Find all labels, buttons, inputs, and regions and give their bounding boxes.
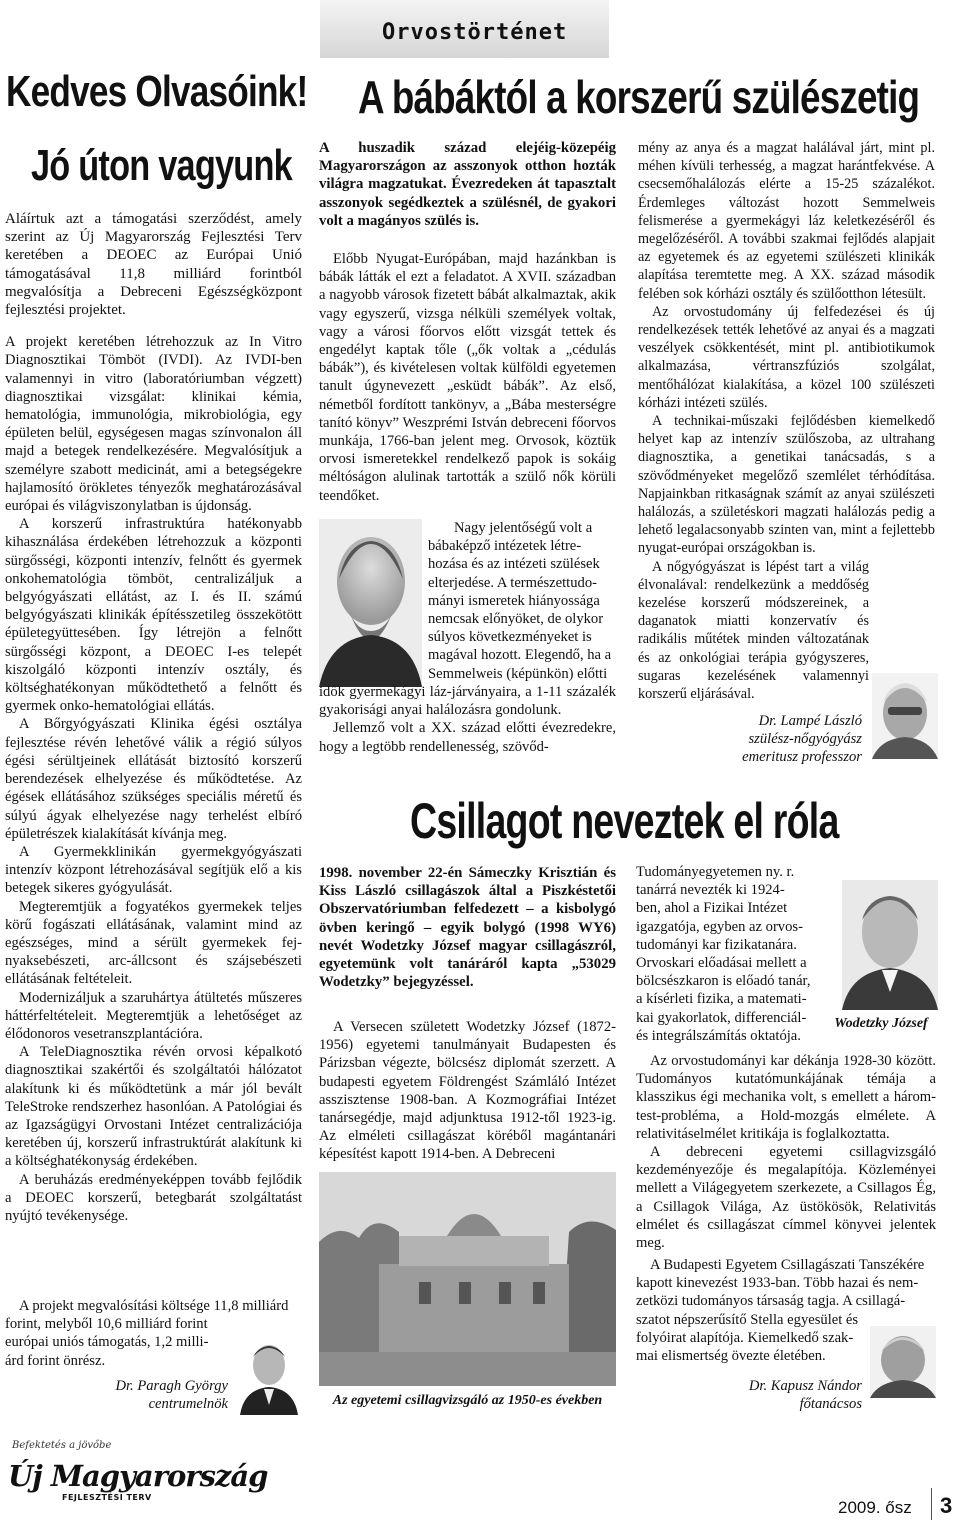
left-last-line: árd forint önrész. [5,1352,106,1369]
article1-paragraph: Előbb Nyugat-Európában, majd hazánkban is bábák látták el ezt a feladatot. A XVII. században a nagyobb városok fizetett bábát alkalmaztak, akik vagy egyszerű, vizsga nélküli személyek voltak, vagy a városi főorvos előtt vizsgát tettek és engedélyt kaptak tőle („ők voltak a „cédulás bábák”), és kivételesen voltak külföldi egyetemen tanult úgynevezett „esküdt bábák”. Az első, németből fordított tankönyv, a „Bába mesterségre tanító könyv” Weszprémi István debreceni főorvos munkája, 1766-ban jelent meg. Orvosok, köztük orvosi ismeretekkel rendelkező papok is sokáig méltóságon alulinak tartották a szülő nők körüli teendőket. [319,251,616,504]
article2-wrap [636,863,836,1045]
article1-wrap [428,519,616,683]
logo-subtitle: FEJLESZTÉSI TERV [62,1493,152,1502]
wrap-line: Nagy jelentőségű volt a [454,520,593,536]
left-last-line: forint, melyből 10,6 milliárd forint [5,1316,208,1333]
article1-paragraph: mény az anya és a magzat halálával járt, mint pl. méhen kívüli terhesség, a magzat harántfekvése. A csecsemőhalálozás elérte a 15-25 százalékot. Érdemleges változást hozott Semmelweis felismerése a gyermekágyi láz keletkezéséről és megelőzéséről. A további szakmai fejlődés alapjait az egyetemek és az egyetemi szülészeti klinikák alapítása teremtette meg. A XX. század második felében sok kórházi osztály és szülőotthon létesült. [638,140,935,302]
greeting-heading: Kedves Olvasóink! [6,67,308,116]
wrap-line: igazgatója, egyben az orvos- [636,918,803,935]
observatory-image [319,1172,616,1386]
footer-issue: 2009. ősz [838,1498,912,1517]
left-paragraph: Megteremtjük a fogyatékos gyermekek teljes körű fogászati ellátásának, valamint mind az egészséges, mind a sérült gyermekek fej-nyaksebészeti, arc-állcsont és szájsebészeti ellátásának feltételeit. [5,898,302,988]
left-last-line: A projekt megvalósítási költsége 11,8 milliárd [19,1298,289,1314]
semmelweis-portrait [319,519,422,687]
article2-paragraph: A debreceni egyetemi csillagvizsgáló kezdeményezője és megalapítója. Közleményei mellett a Világegyetem szerkezete, a Csillagos Ég, a Csillagok Világa, Az üstökösök, Relativitás elmélet és csillagászat címmel könyvei jelentek meg. [636,1144,936,1252]
article1-signature [700,712,862,766]
article2-col2 [636,1052,936,1252]
article1-paragraph: Jellemző volt a XX. század előtti évezredekre, hogy a legtöbb rendellenesség, szövőd- [319,720,616,755]
wrap-line: tudományi kar fizikatanára. [636,936,797,953]
left-subheading: Jó úton vagyunk [31,141,292,190]
last-line: zetközi tudományos társaság tagja. A csillagá- [636,1293,906,1310]
section-label-box [320,0,609,58]
left-last-line: európai uniós támogatás, 1,2 milli- [5,1334,209,1351]
wrap-line: a kísérleti fizika, a matemati- [636,991,807,1008]
wrap-line: súlyos következményeket is [428,629,592,646]
wrap-line: kai gyakorlatok, differenciál- [636,1009,807,1026]
signature-title: főtanácsos [799,1396,862,1412]
article2-signature [700,1377,862,1413]
left-paragraph: A korszerű infrastruktúra hatékonyabb kihasználása érdekében létrehozzuk a központi sürgősségi, központi intenzív, felnőtt és gyermek onkohematológia tömböt, centralizáljuk a belgyógyászati ellátást, az I. és II. számú belgyógyászati klinikák építésszetileg összekötött épületegyüttesében. Így létrejön a felnőtt sürgősségi központ, a DEOEC I-es telepét kiszolgáló központi intenzív osztály, és költséghatékonyan működtethető a felnőtt és gyermek onko-hematológiai ellátás. [5,516,302,715]
article1-heading: A bábáktól a korszerű szülészetig [358,71,920,123]
portrait-image [872,673,938,759]
left-signature [60,1377,228,1413]
left-paragraph: A Bőrgyógyászati Klinika égési osztálya fejlesztése révén lehetővé válik a régió súlyos égési sérültjeinek ellátását biztosító korszerű berendezések elhelyezése és működtetése. Az égések ellátásához szükséges speciális méretű és súlyú ágyak elhelyezése nagy terhelést elbíró épületrészek kialakítását kívánja meg. [5,716,302,842]
signature-name: Dr. Paragh György [115,1378,228,1394]
article2-paragraph: Az orvostudományi kar dékánja 1928-30 között. Tudományos kutatómunkájának témája a klasszikus égi mechanika volt, s emellett a három-test-probléma, a Hold-mozgás elmélete. A relativitáselmélet kritikája is foglalkoztatta. [636,1053,936,1142]
article1-paragraph: A nőgyógyászat is lépést tart a világ élvonalával: rendelkezünk a meddőség kezelése korszerű módszereinek, a daganatok miatti konzervatív és radikális műtétek minden változatának és az onkológiai terápia gyógyszeres, sugaras kezelésének valamennyi korszerű eljárásával. [638,558,869,703]
wrap-line: és integrálszámítás oktatója. [636,1027,801,1044]
article1-col1-after [319,683,616,756]
left-lead: Aláírtuk azt a támogatási szerződést, amely szerint az Új Magyarország Fejlesztési Terv keretében a DEOEC az Európai Unió támogatásával 11,8 milliárd forintból megvalósítja a Debreceni Egészségközpont fejlesztési projektet. [5,211,302,319]
left-paragraph: A Gyermekklinikán gyermekgyógyászati intenzív központ létrehozásával segítjük elő a kis betegek sikeres gyógyulását. [5,843,302,897]
portrait-image [842,880,938,1010]
left-paragraph: A projekt keretében létrehozzuk az In Vitro Diagnosztikai Tömböt (IVDI). Az IVDI-ben valamennyi in vitro (laboratóriumban végzett) diagnosztikai vizsgálat: klinikai kémia, hematológia, immunológia, mikrobiológia, egy épületen belül, egységesen magas színvonalon áll majd a betegek rendelkezésére. Megvalósítjuk a személyre szabott medicinát, ami a betegségekre hajlamosító örökletes tényezők meghatározásával európai és világviszonylatban is újdonság. [5,334,302,515]
left-paragraph: A TeleDiagnosztika révén orvosi képalkotó diagnosztikai szakértői és szolgáltatói hálózatot alakítunk ki és működtetünk a már jól bevált TeleStroke rendszerhez hasonlóan. A Patológiai és az Igazságügyi Orvostani Intézet centralizációja keretében új, korszerű infrastruktúrát alakítunk ki a költséghatékonyság érdekében. [5,1044,302,1170]
portrait-image [319,519,422,687]
left-body [5,333,302,1225]
paragh-portrait [236,1335,302,1415]
article2-heading: Csillagot neveztek el róla [410,793,839,849]
wodetzky-caption: Wodetzky József [834,1016,928,1031]
portrait-image [870,1326,936,1398]
wrap-line: Orvoskari előadásai mellett a [636,955,807,972]
wodetzky-portrait [842,880,938,1010]
article2-lead: 1998. november 22-én Sámeczky Krisztián és Kiss László csillagászok által a Piszkéstetői Obszervatóriumban felfedezett – a kisbolygó övben keringő – egyik bolygó (1998 WY6) nevét Wodetzky József magyar csillagászról, egyetemünk volt tanáráról kapta „53029 Wodetzky” bejegyzéssel. [319,865,616,991]
left-paragraph: Modernizáljuk a szaruhártya átültetés műszeres háttérfeltételeit. Megteremtjük a lehetőséget az élődonoros vesetranszplantációra. [5,989,302,1042]
last-line: A Budapesti Egyetem Csillagászati Tanszékére [650,1257,925,1273]
wrap-line: magával hozott. Elegendő, ha a [428,647,612,664]
portrait-image [236,1335,302,1415]
footer-divider [931,1488,932,1520]
wrap-line: bölcsészkaron is előadó tanár, [636,973,811,990]
left-paragraph: A beruházás eredményeképpen tovább fejlődik a DEOEC korszerű, betegbarát szolgáltatást nyújtó tevékenysége. [5,1171,302,1224]
wrap-line: elterjedése. A természettudo- [428,574,597,591]
section-label: Orvostörténet [382,20,568,45]
signature-title: emeritusz professzor [742,749,862,765]
umft-logo [8,1440,268,1514]
signature-name: Dr. Lampé László [758,713,862,729]
article1-col1 [319,250,616,505]
logo-tagline: Befektetés a jövőbe [12,1440,112,1451]
observatory-caption: Az egyetemi csillagvizsgáló az 1950-es években [332,1393,603,1408]
last-line: szatot népszerűsítő Stella egyesület és [636,1311,859,1328]
lampe-portrait [872,673,938,759]
kapusz-portrait [870,1326,936,1398]
logo-title: Új Magyarország [8,1459,268,1493]
last-line: kapott kinevezést 1933-ban. Több hazai és nem- [636,1275,919,1292]
wrap-line: tanárrá nevezték ki 1924- [636,882,785,899]
wrap-line: hozása és az intézeti szülések [428,556,600,573]
signature-title: centrumelnök [148,1396,228,1412]
last-line: folyóirat alapítója. Kiemelkedő szak- [636,1329,854,1346]
wrap-line: bábaképző intézetek létre- [428,538,582,555]
article1-col2 [638,139,935,703]
wrap-line: Semmelweis (képünkön) előtti [428,665,608,682]
wrap-line: Tudományegyetemen ny. r. [636,864,795,880]
article1-lead: A huszadik század elejéig-közepéig Magyarországon az asszonyok otthon hozták világra magzatukat. Évezredeken át tapasztalt asszonyok segédkeztek a szülésnél, de gyakori volt a magányos szülés is. [319,140,616,229]
article1-paragraph: idők gyermekágyi láz-járványaira, a 1-11 százalék gyakorisági anyai halálozásra gondolunk. [319,684,616,719]
article1-paragraph: A technikai-műszaki fejlődésben kiemelkedő helyet kap az intenzív szülőszoba, az ultrahang diagnosztika, a genetikai tanácsadás, s a szövődményeket megelőző szemlélet térhódítása. Napjainkban ritkaságnak számít az anyai szülészeti halálozás, a születéskori magzati halálozás pedig a lehető legalacsonyabb szinten van, mint a fejlettebb nyugat-európai országokban is. [638,413,935,557]
article2-paragraph: A Versecen született Wodetzky József (1872-1956) egyetemi tanulmányait Budapesten és Párizsban végezte, bölcsész diplomát szerzett. A budapesti egyetem Földrengést Számláló Intézet asszisztense 1908-ban. A Kozmográfiai Intézet tanársegédje, majd adjunktusa 1912-től 1923-ig. Az elméleti csillagászat köréből magántanári képesítést kapott 1914-ben. A Debreceni [319,1019,616,1163]
left-column [5,210,302,1225]
article1-paragraph: Az orvostudomány új felfedezései és új rendelkezések tették lehetővé az anyai és a magzati veszélyek csökkentését, mint pl. antibiotikumok alkalmazása, vértranszfúziós szolgálat, mentőhálózat kialakítása, a közel 100 szülészeti kórházi intézeti szülés. [638,303,935,411]
last-line: mai elismertség övezte életében. [636,1348,826,1365]
wrap-line: ben, ahol a Fizikai Intézet [636,900,788,917]
signature-title: szülész-nőgyógyász [748,731,862,747]
page-number: 3 [940,1493,953,1518]
observatory-photo [319,1172,616,1386]
article2-col1 [319,1018,616,1164]
wrap-line: mányi ismeretek hiányossága [428,592,600,609]
wrap-line: nemcsak előnyöket, de olykor [428,611,604,628]
signature-name: Dr. Kapusz Nándor [748,1378,862,1394]
